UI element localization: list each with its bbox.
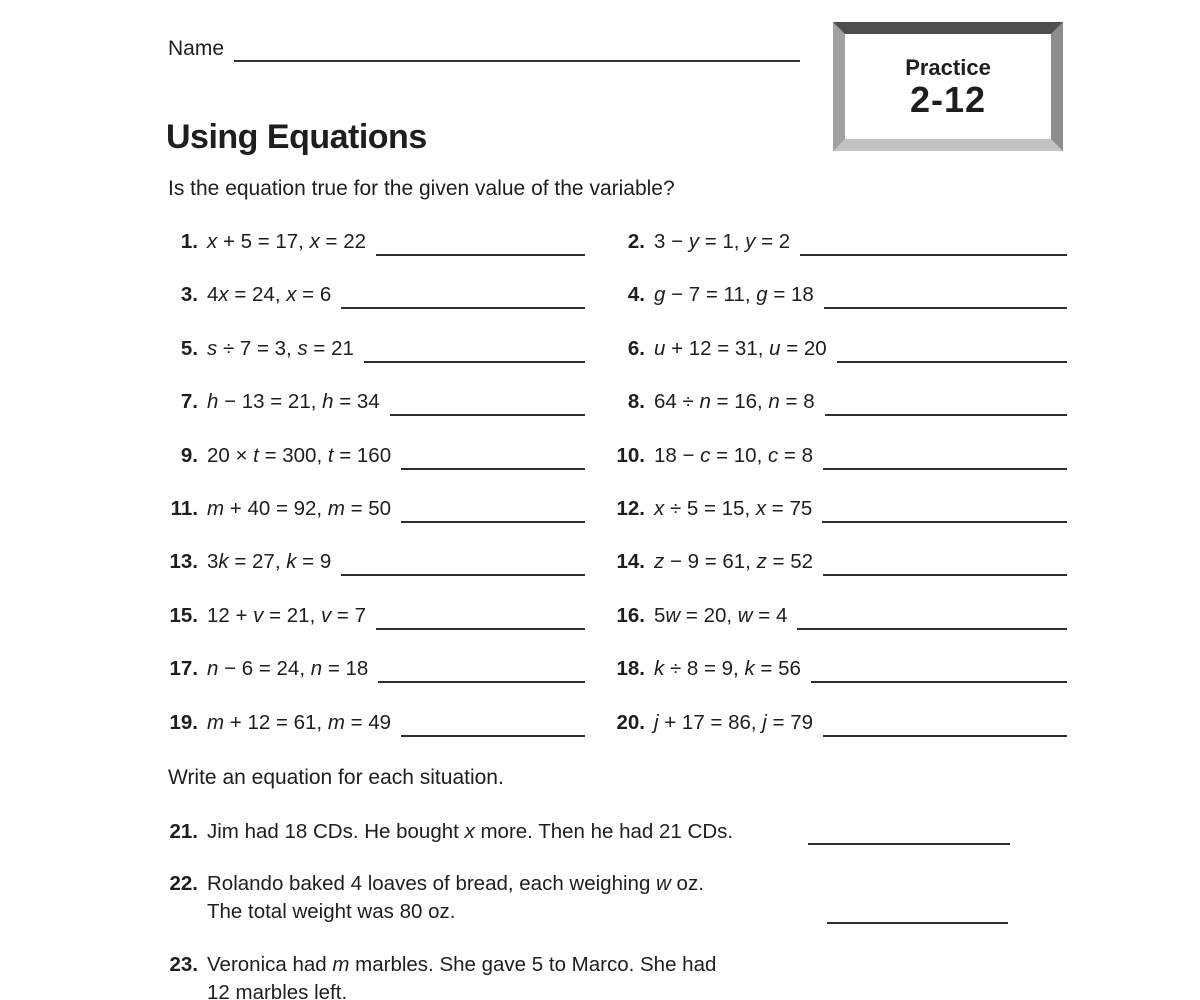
answer-blank-line <box>823 710 1067 737</box>
exercise-item <box>607 336 1067 363</box>
exercise-row <box>160 282 1067 335</box>
exercise-number: 11. <box>170 496 198 520</box>
exercise-equation: 4x = 24, x = 6 <box>207 283 332 307</box>
exercise-number: 10. <box>616 443 645 467</box>
exercise-item <box>607 496 1067 523</box>
exercise-equation: j + 17 = 86, j = 79 <box>654 710 814 734</box>
exercise-item <box>607 656 1067 683</box>
exercise-item <box>160 656 585 683</box>
exercise-item <box>607 443 1067 470</box>
problem-text <box>207 818 733 846</box>
answer-blank-line <box>797 603 1067 630</box>
exercise-number: 4. <box>627 283 645 307</box>
problem-text-line: 12 marbles left. <box>207 981 348 1000</box>
exercise-number: 6. <box>627 336 645 360</box>
exercise-number: 1. <box>180 230 198 253</box>
exercise-row <box>160 389 1067 442</box>
exercise-equation: n − 6 = 24, n = 18 <box>207 657 369 681</box>
answer-blank-line <box>376 603 585 630</box>
problem-number: 21. <box>169 820 198 843</box>
answer-blank-line <box>827 922 1008 924</box>
exercise-number: 13. <box>169 550 198 574</box>
exercise-equation: 3 − y = 1, y = 2 <box>654 230 791 253</box>
exercise-equation: 18 − c = 10, c = 8 <box>654 443 813 467</box>
answer-blank-line <box>401 496 585 523</box>
word-problem-23 <box>160 951 1008 1000</box>
answer-blank-line <box>376 229 585 256</box>
answer-blank-line <box>390 389 585 416</box>
exercise-number: 20. <box>616 710 645 734</box>
problem-text-line: Rolando baked 4 loaves of bread, each weighing w oz. <box>207 872 704 895</box>
answer-blank-line <box>823 549 1067 576</box>
exercise-row <box>160 710 1067 763</box>
exercise-item <box>160 443 585 470</box>
exercise-equation: g − 7 = 11, g = 18 <box>654 283 814 307</box>
answer-blank-line <box>808 818 1010 845</box>
problem-text <box>207 951 716 1000</box>
section2-instruction: Write an equation for each situation. <box>168 766 504 789</box>
answer-blank-line <box>401 443 585 470</box>
exercise-item <box>160 229 585 256</box>
exercise-equation: 5w = 20, w = 4 <box>654 603 788 627</box>
exercise-number: 18. <box>616 657 645 681</box>
exercise-item <box>607 389 1067 416</box>
name-row <box>168 36 800 62</box>
exercise-row <box>160 443 1067 496</box>
problem-text-line: Veronica had m marbles. She gave 5 to Marco. She had <box>207 953 717 976</box>
exercise-row <box>160 603 1067 656</box>
practice-badge <box>833 22 1063 151</box>
answer-blank-line <box>800 229 1067 256</box>
problem-text <box>207 870 704 926</box>
exercise-item <box>160 389 585 416</box>
exercise-equation: u + 12 = 31, u = 20 <box>654 336 827 360</box>
exercise-number: 12. <box>616 496 645 520</box>
exercise-row <box>160 656 1067 709</box>
problem-number: 23. <box>169 953 198 976</box>
name-label: Name <box>168 37 225 60</box>
answer-blank-line <box>378 656 585 683</box>
exercise-equation: h − 13 = 21, h = 34 <box>207 390 380 414</box>
answer-blank-line <box>341 549 585 576</box>
exercise-equation: m + 40 = 92, m = 50 <box>207 496 392 520</box>
exercise-number: 3. <box>180 283 198 307</box>
answer-blank-line <box>341 282 585 309</box>
exercise-number: 9. <box>180 443 198 467</box>
exercise-item <box>607 603 1067 630</box>
exercise-number: 7. <box>180 390 198 414</box>
answer-blank-line <box>811 656 1067 683</box>
exercise-grid <box>160 229 1067 763</box>
answer-blank-line <box>825 389 1067 416</box>
page-title: Using Equations <box>166 118 427 156</box>
answer-blank-line <box>837 336 1067 363</box>
exercise-item <box>607 710 1067 737</box>
exercise-equation: 12 + v = 21, v = 7 <box>207 603 366 627</box>
problem-number: 22. <box>169 872 198 895</box>
answer-blank-line <box>401 710 585 737</box>
answer-blank-line <box>364 336 585 363</box>
answer-blank-line <box>822 496 1067 523</box>
section1-instruction: Is the equation true for the given value of the variable? <box>168 177 675 200</box>
exercise-row <box>160 496 1067 549</box>
exercise-equation: x + 5 = 17, x = 22 <box>207 230 366 253</box>
exercise-item <box>160 603 585 630</box>
exercise-equation: x ÷ 5 = 15, x = 75 <box>654 496 813 520</box>
exercise-number: 5. <box>180 336 198 360</box>
exercise-equation: 20 × t = 300, t = 160 <box>207 443 392 467</box>
exercise-item <box>160 336 585 363</box>
exercise-row <box>160 229 1067 282</box>
exercise-number: 17. <box>169 657 198 681</box>
exercise-number: 2. <box>627 230 645 253</box>
exercise-equation: s ÷ 7 = 3, s = 21 <box>207 336 354 360</box>
word-problem-22 <box>160 870 1008 926</box>
exercise-item <box>607 282 1067 309</box>
exercise-equation: m + 12 = 61, m = 49 <box>207 710 392 734</box>
exercise-equation: 3k = 27, k = 9 <box>207 550 332 574</box>
exercise-number: 8. <box>627 390 645 414</box>
answer-blank-line <box>823 443 1067 470</box>
exercise-row <box>160 549 1067 602</box>
practice-badge-label: Practice <box>905 54 991 80</box>
exercise-equation: 64 ÷ n = 16, n = 8 <box>654 390 815 414</box>
exercise-equation: z − 9 = 61, z = 52 <box>654 550 813 574</box>
exercise-row <box>160 336 1067 389</box>
exercise-equation: k ÷ 8 = 9, k = 56 <box>654 657 801 681</box>
practice-badge-number: 2-12 <box>909 78 987 120</box>
word-problem-21 <box>160 818 1010 846</box>
exercise-item <box>607 549 1067 576</box>
exercise-number: 16. <box>616 603 645 627</box>
answer-blank-line <box>824 282 1067 309</box>
exercise-item <box>160 549 585 576</box>
problem-text-line: The total weight was 80 oz. <box>207 900 456 923</box>
exercise-item <box>160 282 585 309</box>
exercise-item <box>160 496 585 523</box>
exercise-number: 14. <box>616 550 645 574</box>
exercise-item <box>607 229 1067 256</box>
exercise-number: 19. <box>169 710 198 734</box>
exercise-item <box>160 710 585 737</box>
problem-text-line: Jim had 18 CDs. He bought x more. Then he had 21 CDs. <box>207 820 734 843</box>
name-blank-line <box>234 36 800 62</box>
exercise-number: 15. <box>169 603 198 627</box>
